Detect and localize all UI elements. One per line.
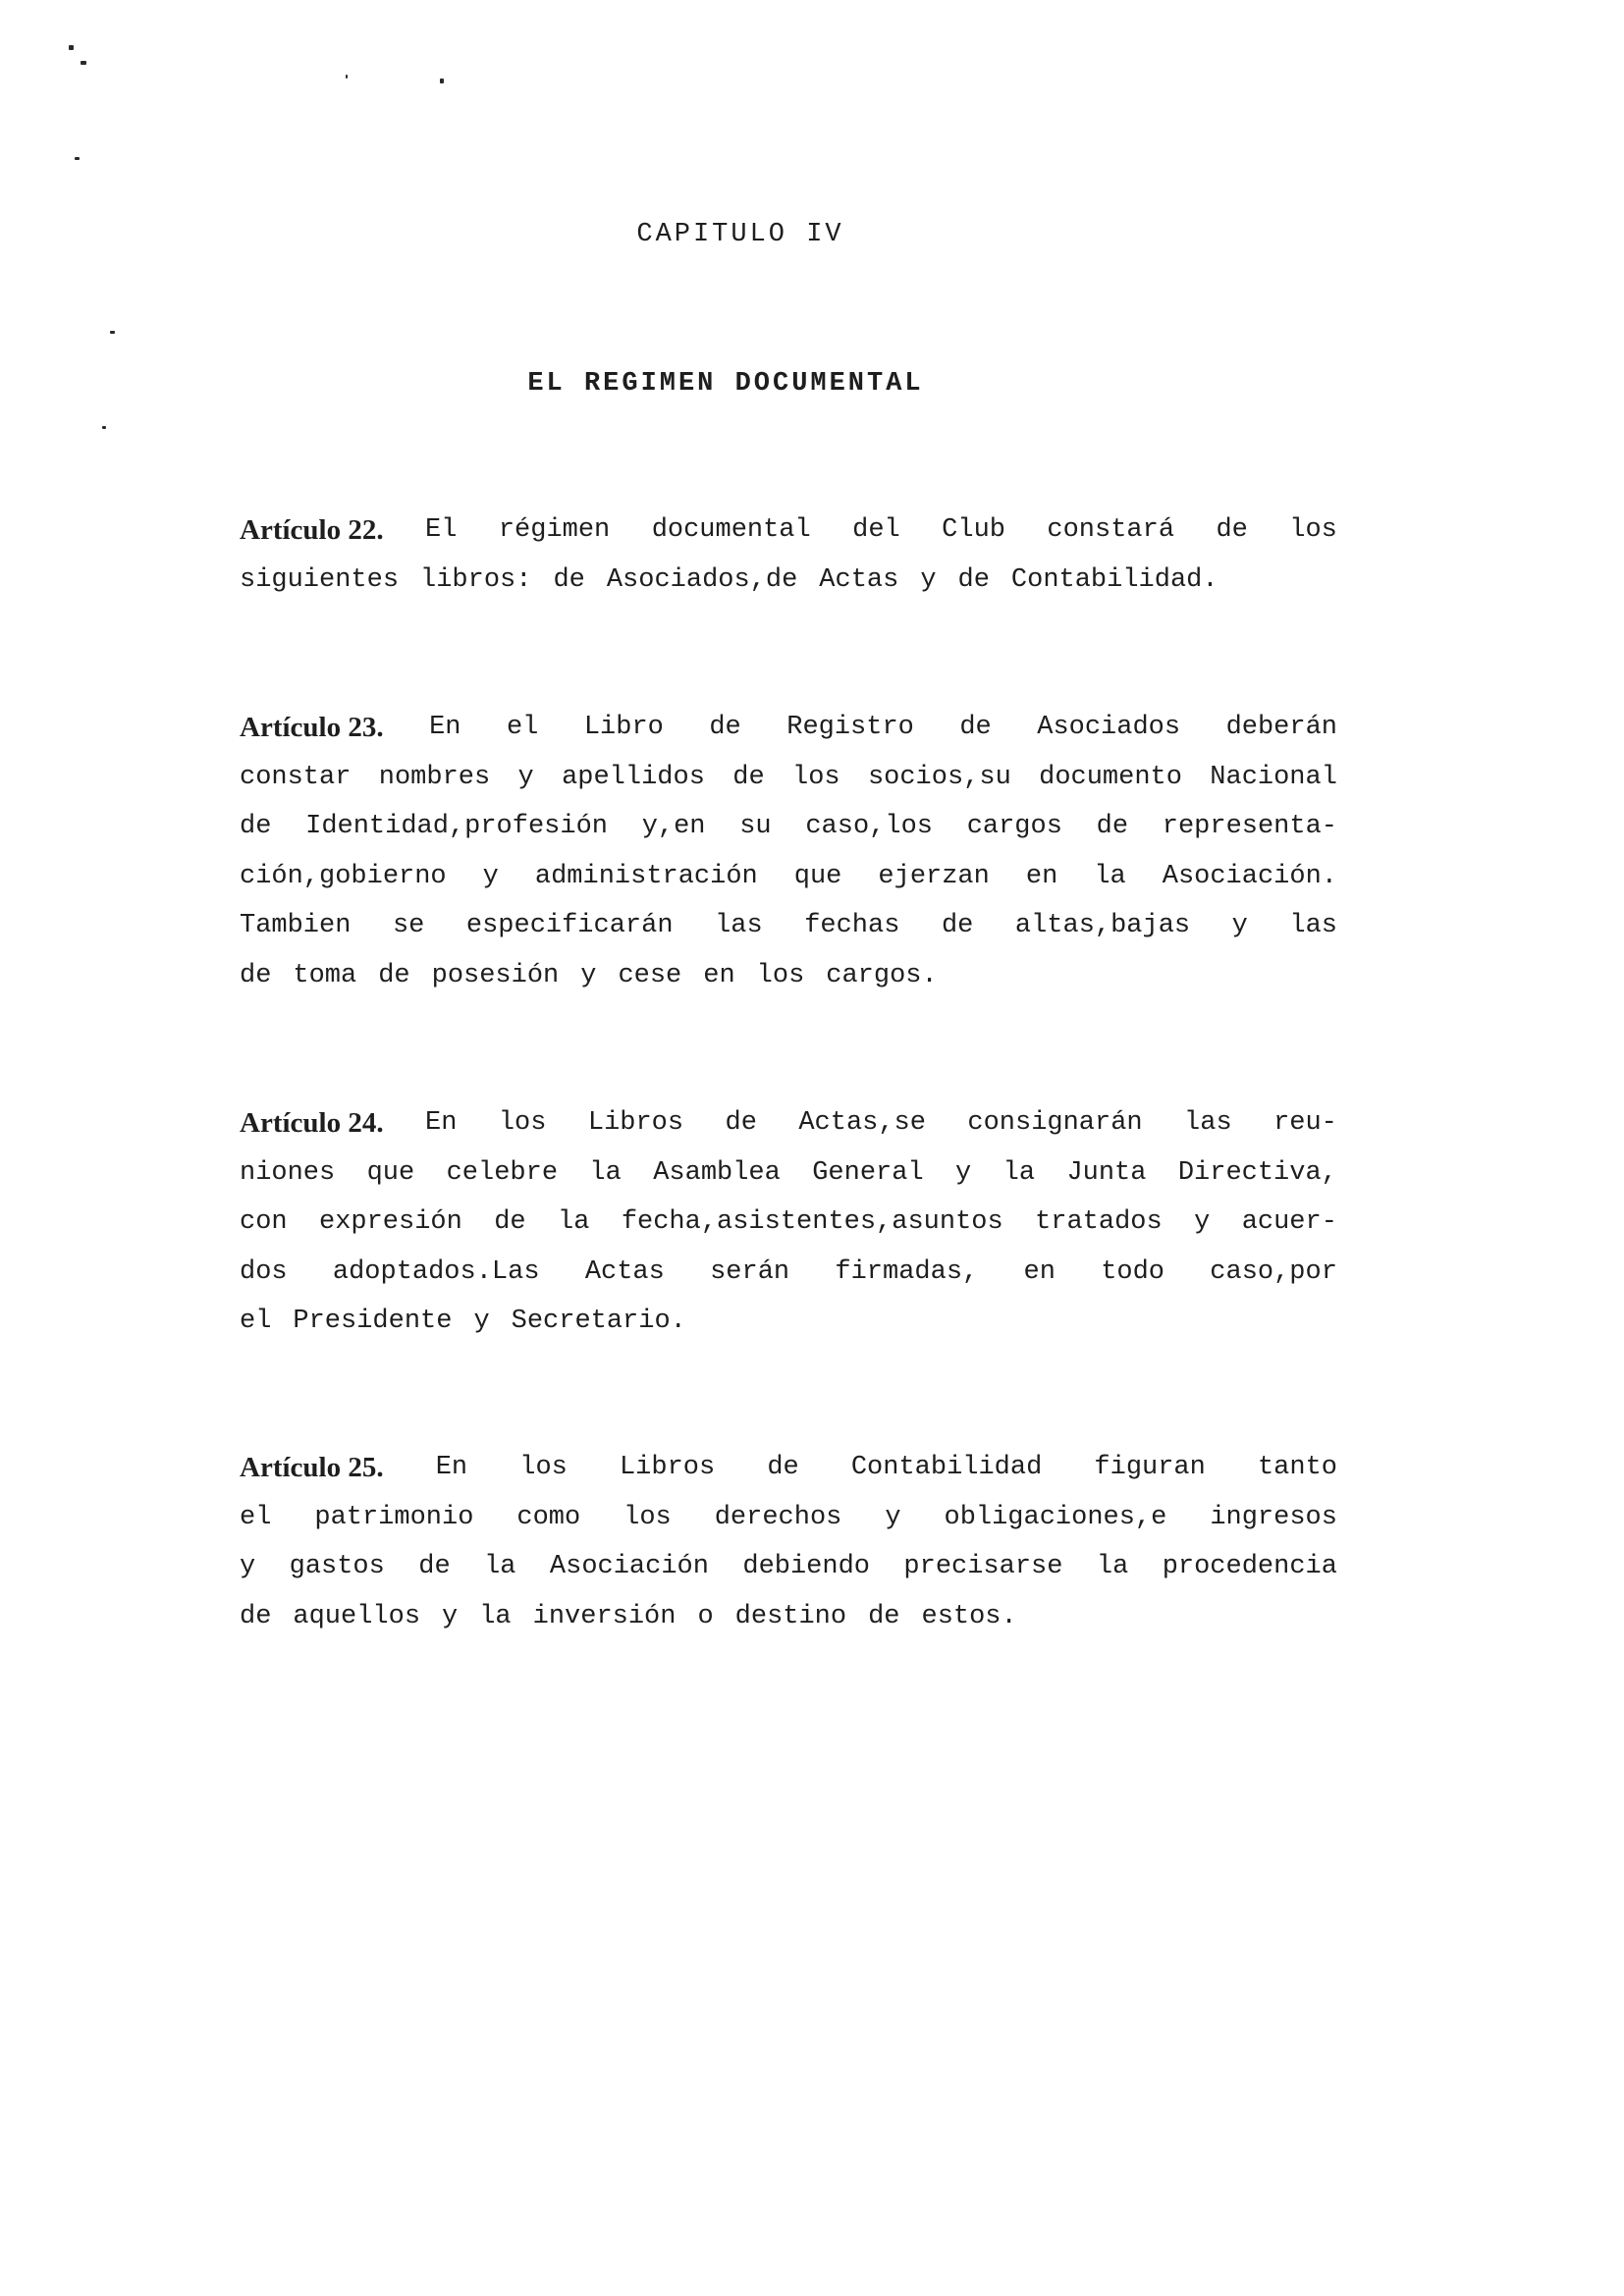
scan-speck — [346, 75, 348, 79]
scan-speck — [102, 426, 106, 429]
article-line: niones que celebre la Asamblea General y la Junta Directiva, — [240, 1157, 1337, 1188]
scan-speck — [69, 45, 74, 50]
article-25 — [240, 1443, 1337, 1641]
article-22 — [240, 506, 1337, 605]
article-line: constar nombres y apellidos de los socios,su documento Nacional — [240, 762, 1337, 792]
scan-speck — [110, 331, 115, 334]
article-line: Artículo 25. En los Libros de Contabilidad figuran tanto — [240, 1443, 1337, 1493]
article-label: Artículo 25. — [240, 1452, 384, 1483]
article-24 — [240, 1098, 1337, 1347]
article-label: Artículo 24. — [240, 1107, 384, 1139]
article-line: de Identidad,profesión y,en su caso,los cargos de representa- — [240, 812, 1337, 841]
article-line: el patrimonio como los derechos y obligaciones,e ingresos — [240, 1502, 1337, 1532]
article-line: Artículo 22. El régimen documental del Club constará de los — [240, 506, 1337, 556]
article-line: y gastos de la Asociación debiendo precisarse la procedencia — [240, 1552, 1337, 1581]
article-line: dos adoptados.Las Actas serán firmadas, en todo caso,por — [240, 1256, 1337, 1287]
article-line: siguientes libros: de Asociados,de Actas y de Contabilidad. — [240, 564, 1218, 595]
article-line: Artículo 23. En el Libro de Registro de Asociados deberán — [240, 703, 1337, 753]
article-23 — [240, 703, 1337, 1000]
article-line: Artículo 24. En los Libros de Actas,se consignarán las reu- — [240, 1098, 1337, 1148]
section-title: EL REGIMEN DOCUMENTAL — [527, 369, 924, 399]
article-line: el Presidente y Secretario. — [240, 1307, 686, 1336]
scan-speck — [75, 157, 80, 160]
article-line: con expresión de la fecha,asistentes,asuntos tratados y acuer- — [240, 1207, 1337, 1237]
chapter-heading: CAPITULO IV — [636, 220, 844, 249]
article-line: ción,gobierno y administración que ejerzan en la Asociación. — [240, 861, 1337, 891]
scan-speck — [440, 79, 444, 83]
article-line: de aquellos y la inversión o destino de estos. — [240, 1601, 1017, 1631]
article-line: Tambien se especificarán las fechas de altas,bajas y las — [240, 911, 1337, 940]
article-label: Artículo 23. — [240, 712, 384, 743]
article-line: de toma de posesión y cese en los cargos. — [240, 960, 938, 990]
article-label: Artículo 22. — [240, 514, 384, 546]
scan-speck — [81, 61, 86, 65]
